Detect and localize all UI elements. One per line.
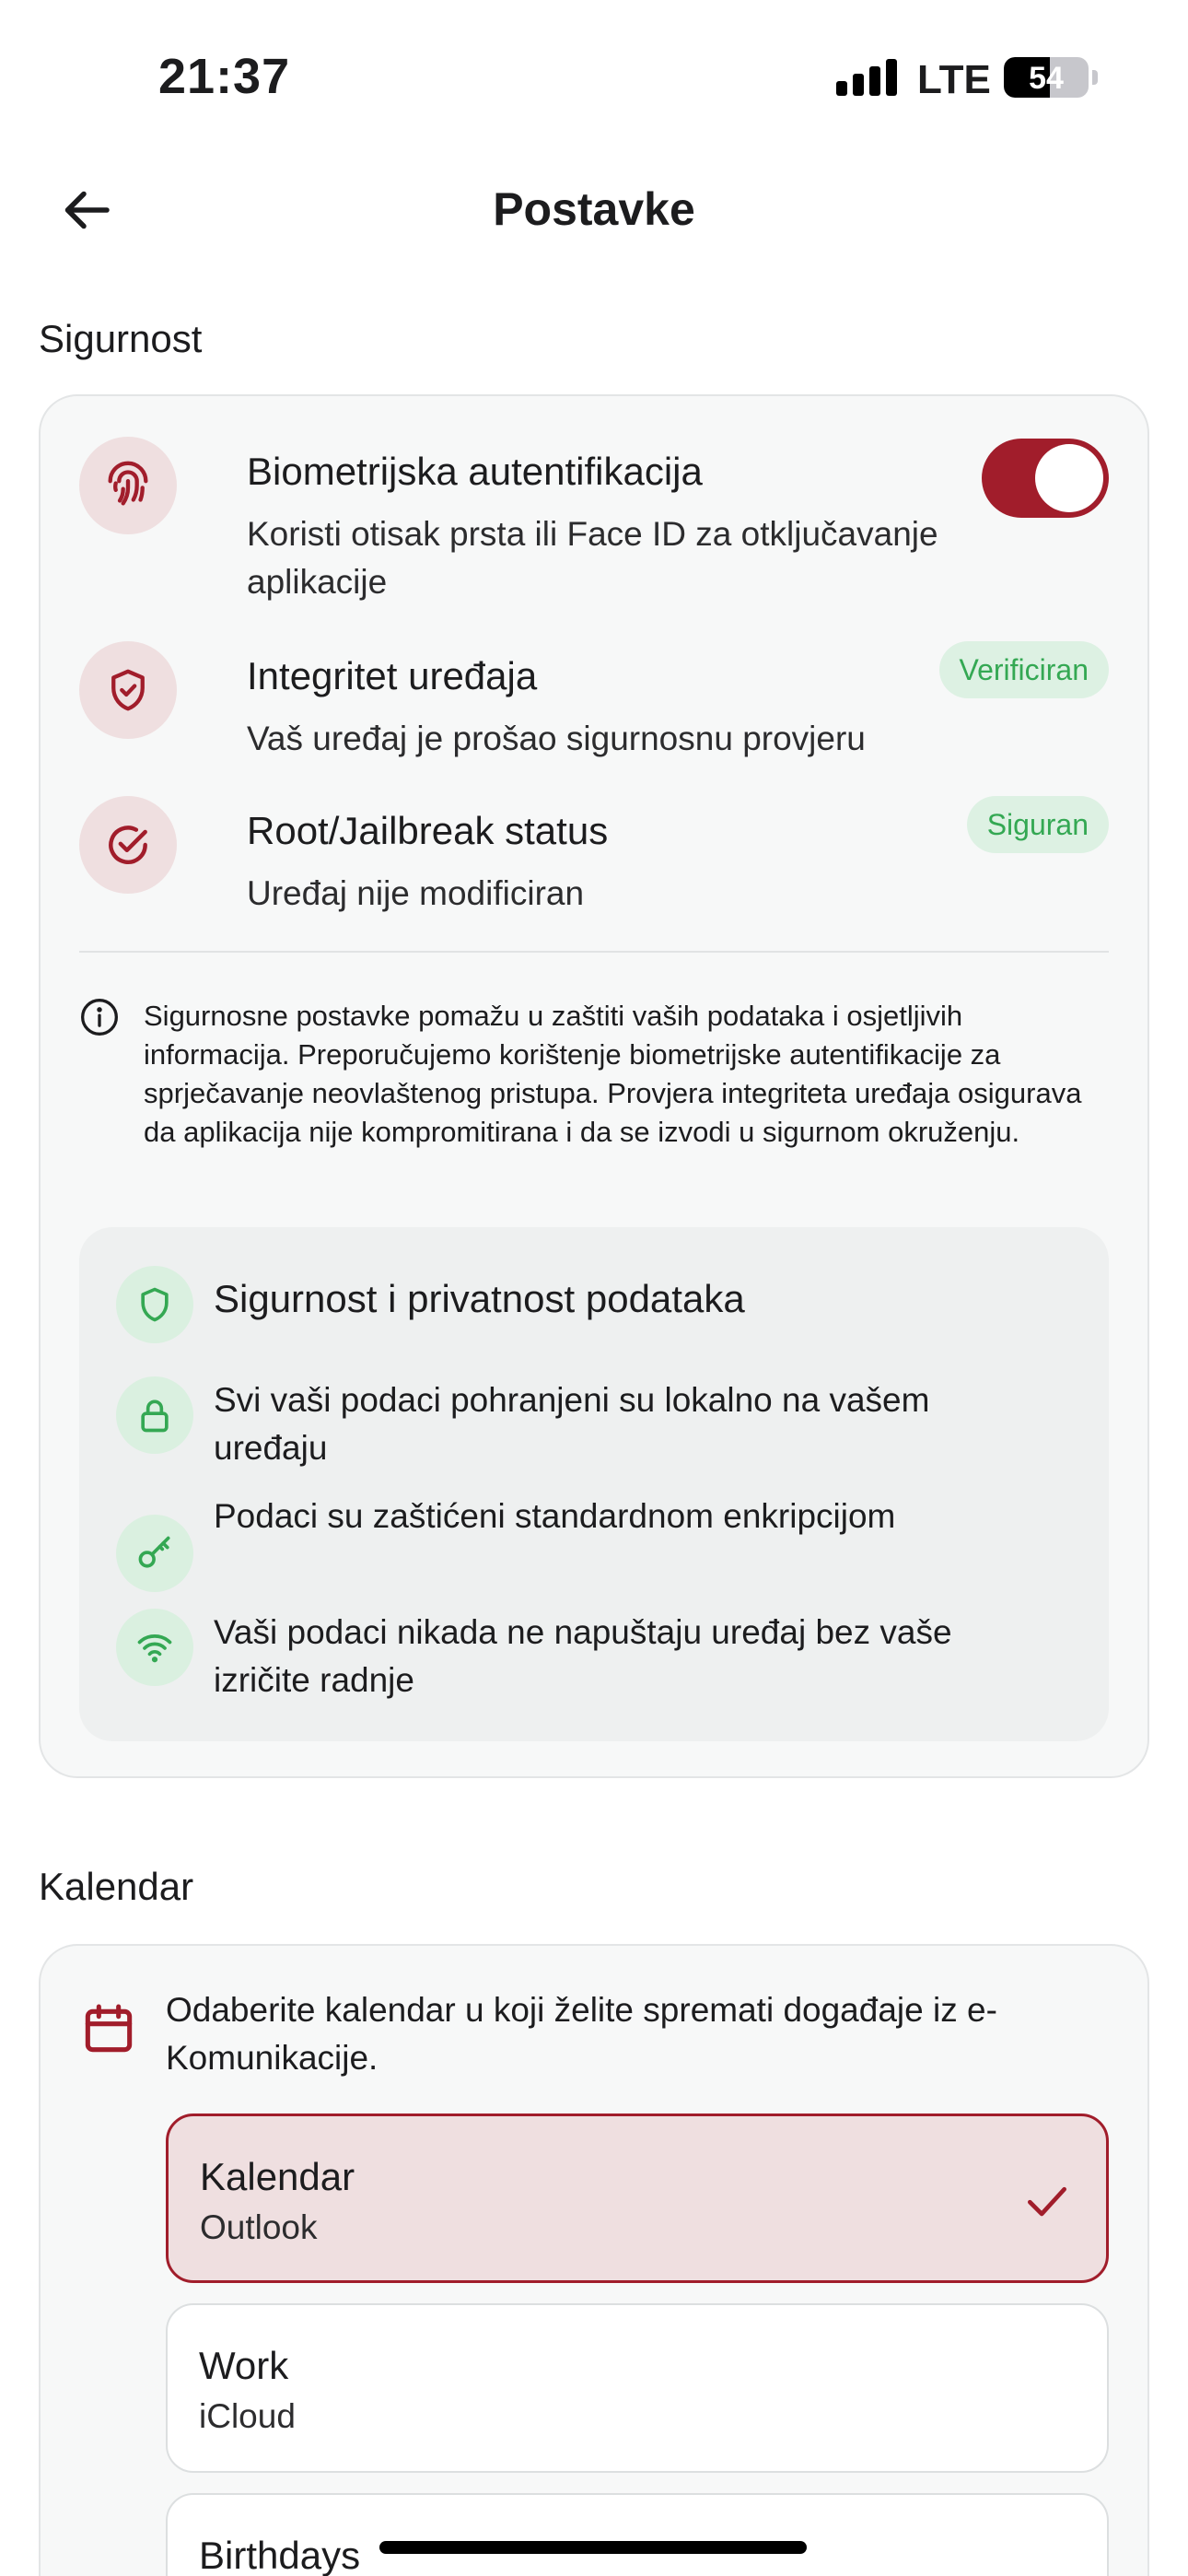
privacy-item-text: Svi vaši podaci pohranjeni su lokalno na vašem uređaju [214,1381,930,1467]
biometric-description: Koristi otisak prsta ili Face ID za otključavanje aplikacije [247,515,938,601]
privacy-item [116,1376,1072,1478]
privacy-header [116,1266,1072,1343]
calendar-option-source: iCloud [199,2397,296,2435]
root-status-badge: Siguran [967,796,1109,853]
network-label: LTE [917,57,991,102]
calendar-option-work[interactable] [166,2303,1109,2473]
shield-check-icon [103,665,153,715]
battery-level: 54 [1029,61,1064,96]
root-status-description: Uređaj nije modificiran [247,874,585,912]
calendar-option-kalendar[interactable] [166,2113,1109,2283]
info-icon [79,997,120,1037]
checkmark-icon [1021,2175,1073,2227]
security-card [39,394,1149,1778]
calendar-option-source: Outlook [200,2208,318,2246]
root-status-row [79,796,1109,910]
integrity-title: Integritet uređaja [247,654,538,697]
privacy-box [79,1227,1109,1741]
calendar-description: Odaberite kalendar u koji želite spremati događaje iz e-Komunikacije. [166,1991,997,2077]
battery-tip [1092,70,1098,85]
security-info [41,997,1147,1200]
section-title-calendar: Kalendar [39,1865,194,1908]
shield-icon [134,1284,175,1325]
integrity-description: Vaš uređaj je prošao sigurnosnu provjeru [247,720,866,757]
security-info-text: Sigurnosne postavke pomažu u zaštiti vaših podataka i osjetljivih informacija. Preporučujemo korištenje biometrijske autentifikacije za sprječavanje neovlaštenog pristupa. Provjera integriteta uređaja osigurava da aplikacija nije kompromitirana i da se izvodi u sigurnom okruženju. [144,1000,1082,1148]
status-bar [0,0,1188,147]
section-title-security: Sigurnost [39,317,203,360]
wifi-icon-circle [116,1609,193,1686]
battery-icon [1004,57,1089,98]
biometric-toggle[interactable] [982,439,1109,518]
biometric-title: Biometrijska autentifikacija [247,450,703,493]
biometric-icon-circle [79,437,177,534]
status-time: 21:37 [158,49,291,104]
privacy-item-text: Vaši podaci nikada ne napuštaju uređaj bez vaše izričite radnje [214,1613,952,1699]
integrity-status-badge: Verificiran [939,641,1110,698]
key-icon [134,1533,175,1574]
check-circle-icon [102,819,154,871]
lock-icon [134,1395,175,1435]
integrity-row [79,641,1109,755]
calendar-option-name: Kalendar [200,2155,355,2198]
privacy-item-text: Podaci su zaštićeni standardnom enkripcijom [214,1497,896,1535]
fingerprint-icon [101,459,155,512]
signal-icon [836,59,897,96]
wifi-icon [134,1627,175,1668]
page-title: Postavke [493,183,695,235]
calendar-icon [79,1999,138,2058]
privacy-item [116,1609,1072,1710]
key-icon-circle [116,1515,193,1592]
integrity-icon-circle [79,641,177,739]
biometric-row [79,437,1109,603]
root-icon-circle [79,796,177,894]
divider [79,951,1109,953]
calendar-card [39,1944,1149,2576]
privacy-title: Sigurnost i privatnost podataka [214,1277,745,1320]
calendar-option-name: Birthdays [199,2534,361,2576]
toggle-knob [1035,444,1103,512]
root-status-title: Root/Jailbreak status [247,809,609,852]
lock-icon-circle [116,1376,193,1454]
privacy-shield-circle [116,1266,193,1343]
home-indicator[interactable] [379,2541,807,2554]
calendar-option-name: Work [199,2344,289,2387]
calendar-option-birthdays[interactable] [166,2493,1109,2576]
privacy-item [116,1493,1072,1570]
header [0,166,1188,251]
